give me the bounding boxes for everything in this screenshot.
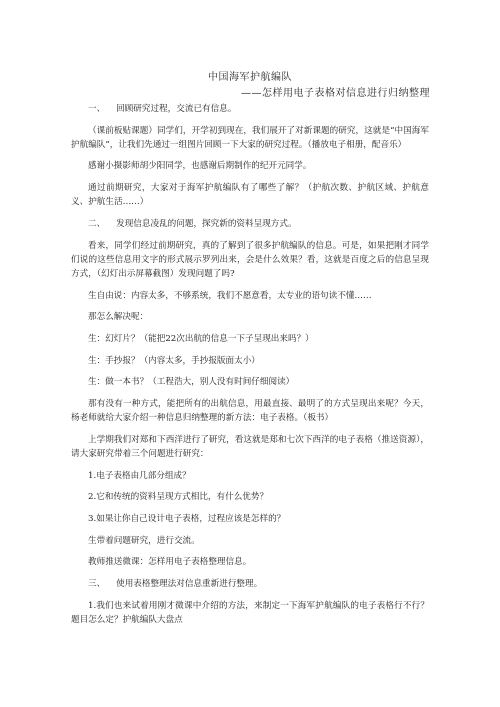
paragraph: 通过前期研究，大家对于海军护航编队有了哪些了解？（护航次数、护航区域、护航意义、护航生活……）	[71, 183, 429, 208]
section-heading-2: 二、 发现信息凌乱的问题，探究新的资料呈现方式。	[88, 218, 297, 229]
question-item: 1.电子表格由几部分组成？	[88, 470, 191, 481]
paragraph: 那有没有一种方式，能把所有的出航信息，用最直接、最明了的方式呈现出来呢？今天，杨老师就给大家介绍一种信息归纳整理的新方法：电子表格。（板书）	[71, 398, 429, 424]
question-item: 3.如果让你自己设计电子表格，过程应该是怎样的？	[88, 513, 286, 524]
paragraph: 生：幻灯片？（能把22次出航的信息一下子呈现出来吗？）	[88, 333, 314, 344]
paragraph: 1.我们也来试着用刚才微课中介绍的方法，来制定一下海军护航编队的电子表格行不行？题目怎么定？护航编队大盘点	[71, 600, 429, 625]
paragraph: 生：做一本书？（工程浩大，别人没有时间仔细阅读）	[88, 377, 295, 388]
paragraph: （课前板贴课题）同学们，开学初到现在，我们展开了对新课题的研究，这就是“中国海军护航编队”，让我们先通过一组图片回顾一下大家的研究过程。（播放电子相册，配音乐）	[71, 125, 429, 150]
paragraph: 感谢小摄影师胡少阳同学，也感谢后期制作的纪开元同学。	[88, 161, 312, 172]
paragraph: 上学期我们对郑和下西洋进行了研究，看这就是郑和七次下西洋的电子表格（推送资源），请大家研究带着三个问题进行研究：	[71, 434, 429, 459]
paragraph: 那怎么解决呢：	[88, 312, 149, 323]
paragraph: 生：手抄报？（内容太多，手抄报版面太小）	[88, 355, 260, 366]
document-title: 中国海军护航编队	[208, 72, 292, 83]
section-heading-1: 一、 回顾研究过程，交流已有信息。	[88, 104, 237, 114]
paragraph: 看来，同学们经过前期研究，真的了解到了很多护航编队的信息。可是，如果把刚才同学们说的这些信息用文字的形式展示罗列出来，会是什么效果？看，这就是百度之后的信息呈现方式，（幻灯出示屏幕截图）发现问题了吗?	[71, 240, 429, 279]
paragraph: 生带着问题研究，进行交流。	[88, 535, 200, 546]
paragraph: 教师推送微课：怎样用电子表格整理信息。	[88, 557, 252, 568]
section-heading-3: 三、 使用表格整理法对信息重新进行整理。	[88, 578, 263, 589]
document-body	[71, 102, 429, 634]
question-item: 2.它和传统的资料呈现方式相比，有什么优势？	[88, 492, 269, 503]
paragraph: 生自由说：内容太多，不够系统，我们不愿意看，太专业的语句读不懂……	[88, 290, 372, 301]
document-subtitle: ——怎样用电子表格对信息进行归纳整理	[241, 88, 430, 99]
